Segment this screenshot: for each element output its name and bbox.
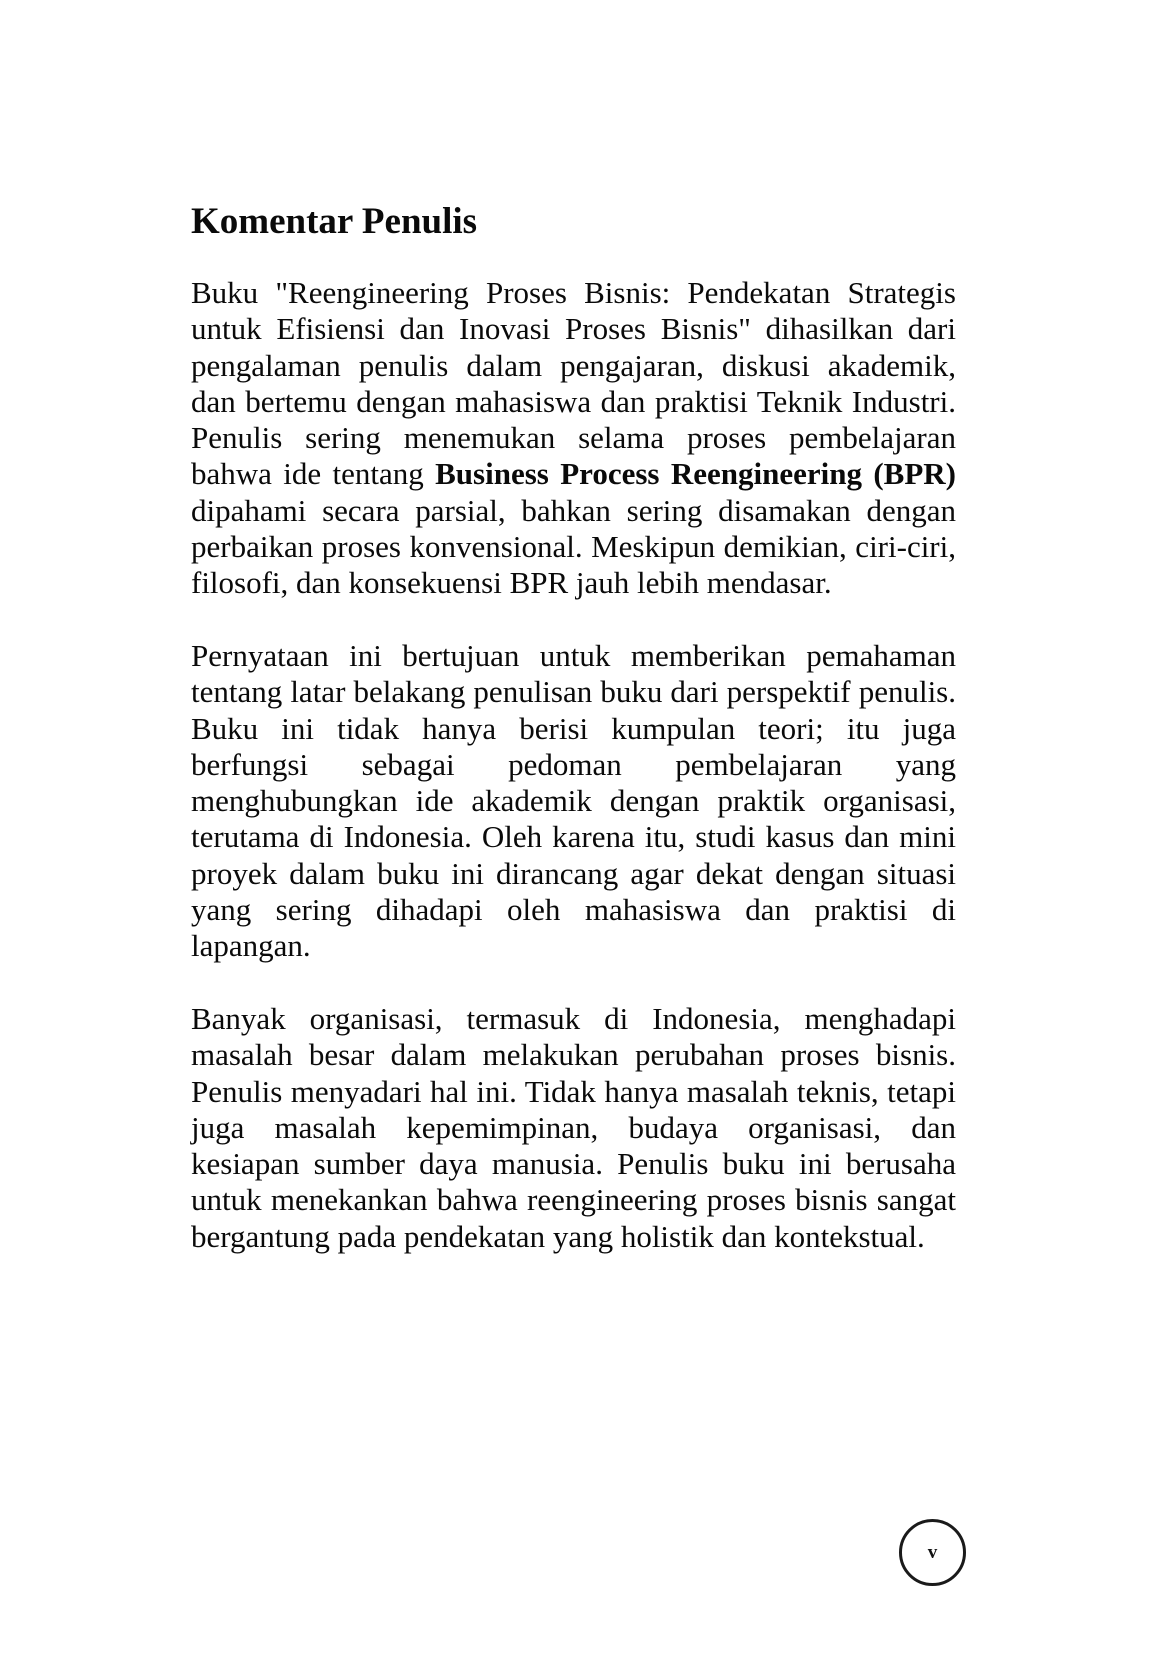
page-number-label: v bbox=[927, 1541, 938, 1563]
paragraph-1 bbox=[191, 275, 956, 602]
section-heading: Komentar Penulis bbox=[191, 201, 478, 242]
paragraph-3-text: Banyak organisasi, termasuk di Indonesia, menghadapi masalah besar dalam melakukan perubahan proses bisnis. Penulis menyadari hal ini. Tidak hanya masalah teknis, tetapi juga masalah kepemimpinan, budaya organisasi, dan kesiapan sumber daya manusia. Penulis buku ini berusaha untuk menekankan bahwa reengineering proses bisnis sangat bergantung pada pendekatan yang holistik dan kontekstual. bbox=[191, 1000, 956, 1254]
paragraph-1-text-a: Buku "Reengineering Proses Bisnis: Pendekatan Strategis untuk Efisiensi dan Inovasi Proses Bisnis" dihasilkan dari pengalaman penulis dalam pengajaran, diskusi akademik, dan bertemu dengan mahasiswa dan praktisi Teknik Industri. Penulis sering menemukan selama proses pembelajaran bahwa ide tentang bbox=[191, 275, 956, 492]
paragraph-2 bbox=[191, 638, 956, 965]
page-number-badge bbox=[899, 1519, 966, 1586]
bpr-term-bold: Business Process Reengineering (BPR) bbox=[435, 456, 956, 492]
paragraph-3 bbox=[191, 1001, 956, 1255]
page-content bbox=[191, 198, 956, 1255]
paragraph-1-text-b: dipahami secara parsial, bahkan sering disamakan dengan perbaikan proses konvensional. Meskipun demikian, ciri-ciri, filosofi, dan konsekuensi BPR jauh lebih mendasar. bbox=[191, 492, 956, 601]
paragraph-2-text: Pernyataan ini bertujuan untuk memberikan pemahaman tentang latar belakang penulisan buku dari perspektif penulis. Buku ini tidak hanya berisi kumpulan teori; itu juga berfungsi sebagai pedoman pembelajaran yang menghubungkan ide akademik dengan praktik organisasi, terutama di Indonesia. Oleh karena itu, studi kasus dan mini proyek dalam buku ini dirancang agar dekat dengan situasi yang sering dihadapi oleh mahasiswa dan praktisi di lapangan. bbox=[191, 637, 956, 964]
